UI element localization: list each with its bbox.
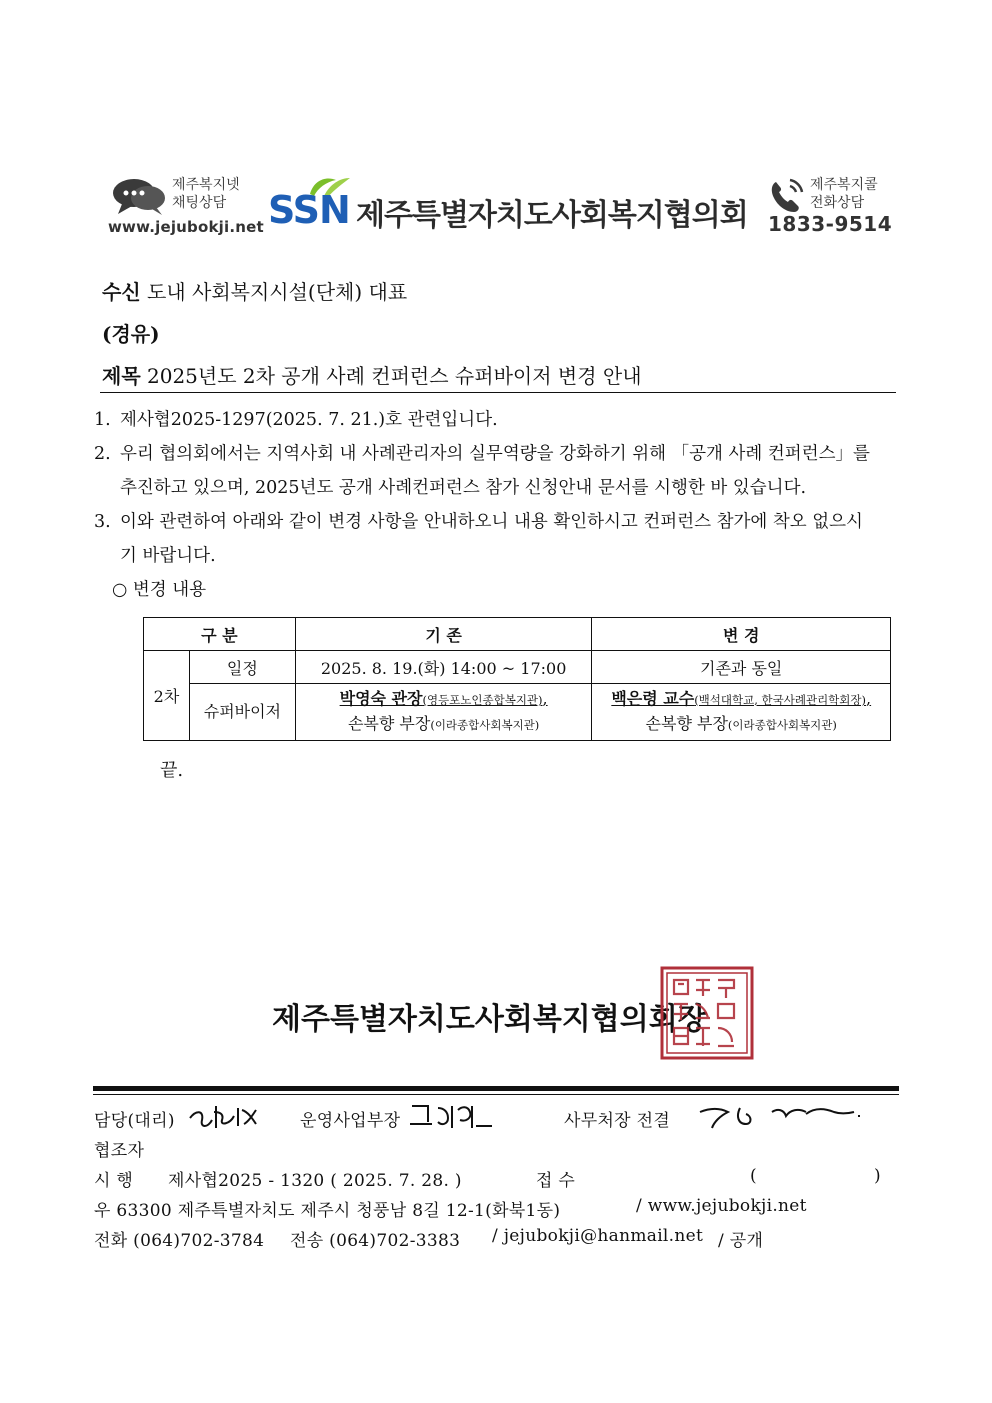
- body-item-3: [94, 505, 863, 539]
- header-before: 기 존: [295, 618, 592, 651]
- fax-line: 전송 (064)702-3383: [290, 1231, 461, 1251]
- footer-divider-thin: [93, 1094, 899, 1095]
- recipient-value: 도내 사회복지시설(단체) 대표: [147, 280, 408, 304]
- director-signature-icon: [696, 1100, 866, 1130]
- subject-line: [102, 360, 642, 389]
- staff-label: 담당(대리): [94, 1111, 175, 1131]
- receive-label: 접 수: [536, 1171, 576, 1191]
- item-number: 2.: [94, 444, 111, 464]
- recipient-line: [102, 276, 407, 305]
- schedule-before: 2025. 8. 19.(화) 14:00 ~ 17:00: [295, 651, 592, 684]
- body-item-1: [94, 403, 498, 437]
- header-after: 변 경: [592, 618, 891, 651]
- supervisor-name: 백은령 교수: [611, 689, 695, 708]
- supervisor-name: 손복향 부장: [347, 714, 431, 733]
- enforce-value: 제사협2025 - 1320 ( 2025. 7. 28. ): [168, 1171, 462, 1191]
- official-seal-icon: [660, 966, 754, 1060]
- phone-label-line1: 제주복지콜: [810, 177, 878, 193]
- supervisor-name: 손복향 부장: [645, 714, 728, 733]
- chat-label-line1: 제주복지넷: [172, 177, 240, 193]
- site-url[interactable]: www.jejubokji.net: [108, 218, 264, 236]
- table-row: [144, 651, 891, 684]
- phone-line: 전화 (064)702-3784: [94, 1231, 265, 1251]
- phone-number: 1833-9514: [768, 212, 893, 236]
- manager-signature-icon: [406, 1100, 496, 1130]
- item-number: 3.: [94, 512, 111, 532]
- chat-consult-label: [172, 176, 262, 212]
- end-mark: 끝.: [160, 760, 184, 781]
- supervisor-org: (이라종합사회복지관): [727, 718, 837, 732]
- disclosure-status: / 공개: [718, 1231, 764, 1251]
- chat-icon: [110, 176, 170, 216]
- body-item-2-continued: 추진하고 있으며, 2025년도 공개 사례컨퍼런스 참가 신청안내 문서를 시행한 바 있습니다.: [120, 478, 807, 498]
- website[interactable]: / www.jejubokji.net: [636, 1196, 807, 1216]
- item-text: 제사협2025-1297(2025. 7. 21.)호 관련입니다.: [120, 410, 498, 430]
- manager-label: 운영사업부장: [300, 1111, 401, 1131]
- receive-paren-open: (: [750, 1166, 757, 1186]
- recipient-label: 수신: [102, 280, 141, 304]
- table-header-row: [144, 618, 891, 651]
- supervisor-name: 박영숙 관장: [339, 689, 423, 708]
- sender-name: 제주특별자치도사회복지협의회장: [272, 1002, 707, 1037]
- receive-paren-close: ): [874, 1166, 881, 1186]
- postal-address: 우 63300 제주특별자치도 제주시 청풍남 8길 12-1(화북1동): [94, 1201, 561, 1221]
- supervisor-org: (백석대학교, 한국사례관리학회장): [694, 693, 866, 707]
- cooperator-label: 협조자: [94, 1141, 145, 1161]
- row-label: 일정: [189, 651, 295, 684]
- header-category: 구 분: [144, 618, 296, 651]
- subject-label: 제목: [102, 364, 141, 388]
- body-item-2: [94, 437, 870, 471]
- item-number: 1.: [94, 410, 111, 430]
- org-name-header: 제주특별자치도사회복지협의회: [356, 198, 748, 233]
- email[interactable]: / jejubokji@hanmail.net: [492, 1226, 704, 1246]
- separator: ,: [866, 689, 872, 708]
- body-item-3-continued: 기 바랍니다.: [120, 546, 216, 566]
- separator: ,: [542, 689, 548, 708]
- schedule-after: 기존과 동일: [592, 651, 891, 684]
- phone-consult-label: [810, 176, 878, 212]
- staff-signature-icon: [186, 1100, 276, 1130]
- phone-icon: [766, 176, 806, 216]
- subject-divider: [100, 392, 896, 393]
- supervisor-org: (영등포노인종합복지관): [422, 693, 543, 707]
- supervisor-before: [295, 684, 592, 741]
- round-cell: 2차: [144, 651, 190, 741]
- approval-line: [94, 1106, 175, 1131]
- chat-label-line2: 채팅상담: [172, 195, 227, 211]
- footer-divider-thick: [93, 1086, 899, 1091]
- change-table: [143, 617, 891, 741]
- via-label: (경유): [102, 322, 160, 346]
- row-label: 슈퍼바이저: [189, 684, 295, 741]
- subject-value: 2025년도 2차 공개 사례 컨퍼런스 슈퍼바이저 변경 안내: [147, 364, 642, 388]
- supervisor-after: [592, 684, 891, 741]
- phone-label-line2: 전화상담: [810, 195, 865, 211]
- table-row: [144, 684, 891, 741]
- change-heading: ○ 변경 내용: [112, 580, 207, 600]
- item-text: 우리 협의회에서는 지역사회 내 사례관리자의 실무역량을 강화하기 위해 「공개 사례 컨퍼런스」를: [120, 444, 870, 464]
- supervisor-org: (이라종합사회복지관): [430, 718, 540, 732]
- enforce-label: 시 행: [94, 1171, 134, 1191]
- ssn-logo: SSN: [268, 188, 350, 232]
- director-label: 사무처장 전결: [564, 1111, 671, 1131]
- item-text: 이와 관련하여 아래와 같이 변경 사항을 안내하오니 내용 확인하시고 컨퍼런스 참가에 착오 없으시: [120, 512, 863, 532]
- via-line: [102, 318, 160, 347]
